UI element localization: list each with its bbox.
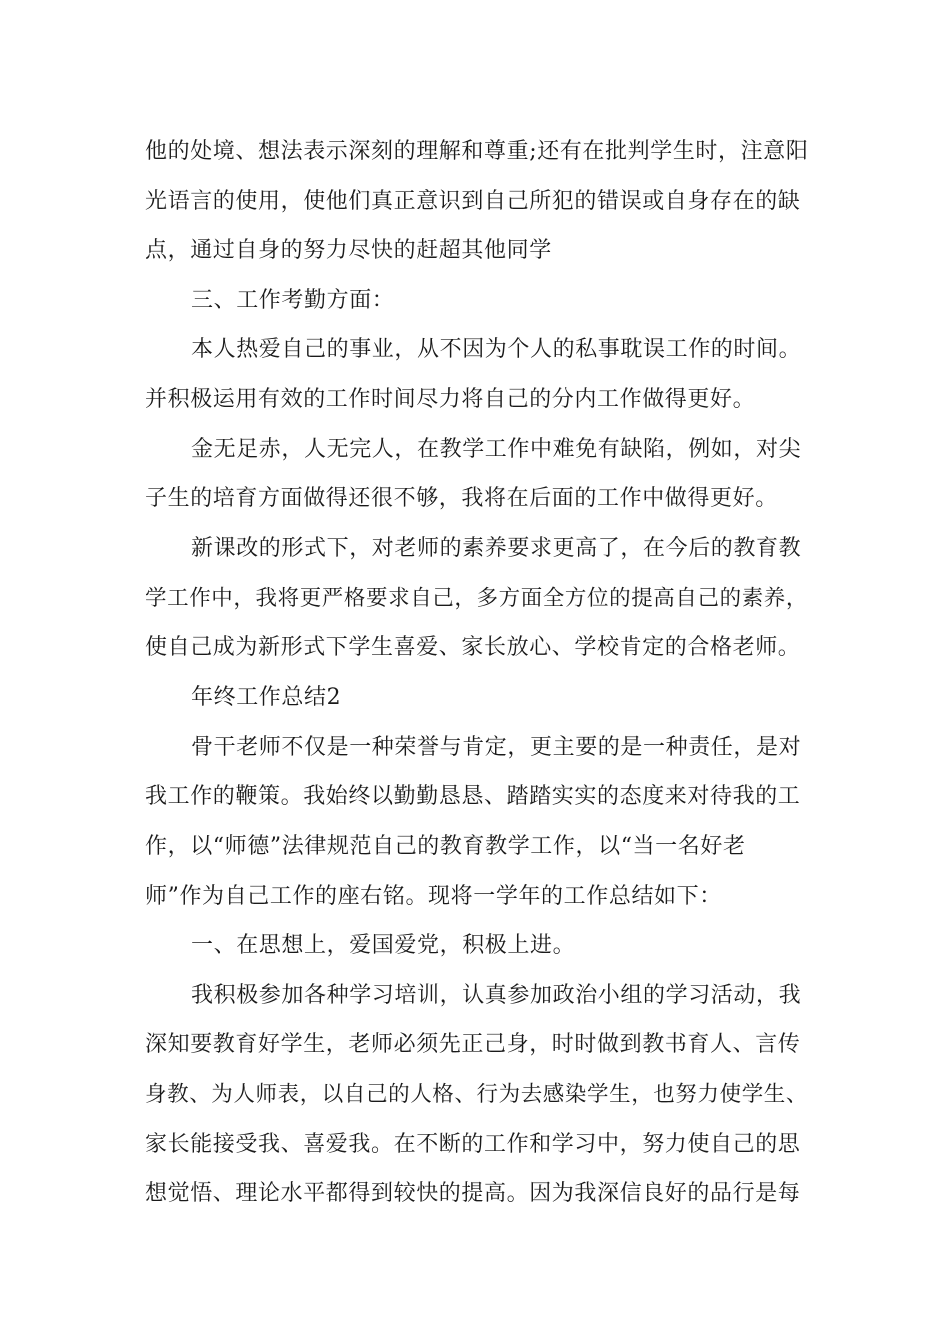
text-line: 我积极参加各种学习培训，认真参加政治小组的学习活动，我 [191, 983, 802, 1008]
text-line: 师”作为自己工作的座右铭。现将一学年的工作总结如下： [145, 884, 722, 909]
text-line: 想觉悟、理论水平都得到较快的提高。因为我深信良好的品行是每 [145, 1181, 801, 1206]
document-subtitle: 年终工作总结2 [191, 685, 342, 710]
text-line: 作，以“师德”法律规范自己的教育教学工作，以“当一名好老 [145, 834, 746, 859]
text-line: 子生的培育方面做得还很不够，我将在后面的工作中做得更好。 [145, 486, 778, 511]
text-line: 学工作中，我将更严格要求自己，多方面全方位的提高自己的素养， [145, 586, 809, 611]
text-line: 家长能接受我、喜爱我。在不断的工作和学习中，努力使自己的思 [145, 1132, 801, 1157]
text-line: 身教、为人师表，以自己的人格、行为去感染学生，也努力使学生、 [145, 1082, 809, 1107]
text-line: 并积极运用有效的工作时间尽力将自己的分内工作做得更好。 [145, 387, 756, 412]
section-heading: 三、工作考勤方面： [191, 288, 395, 313]
text-line: 本人热爱自己的事业，从不因为个人的私事耽误工作的时间。 [191, 337, 802, 362]
text-line: 新课改的形式下，对老师的素养要求更高了，在今后的教育教 [191, 536, 802, 561]
text-line: 点，通过自身的努力尽快的赶超其他同学 [145, 238, 552, 263]
section-heading: 一、在思想上，爱国爱党，积极上进。 [191, 933, 576, 958]
text-line: 光语言的使用，使他们真正意识到自己所犯的错误或自身存在的缺 [145, 189, 801, 214]
text-line: 我工作的鞭策。我始终以勤勤恳恳、踏踏实实的态度来对待我的工 [145, 784, 801, 809]
text-line: 深知要教育好学生，老师必须先正己身，时时做到教书育人、言传 [145, 1032, 801, 1057]
text-line: 金无足赤，人无完人，在教学工作中难免有缺陷，例如，对尖 [191, 437, 802, 462]
text-line: 骨干老师不仅是一种荣誉与肯定，更主要的是一种责任，是对 [191, 735, 802, 760]
text-line: 他的处境、想法表示深刻的理解和尊重;还有在批判学生时，注意阳 [145, 139, 809, 164]
text-line: 使自己成为新形式下学生喜爱、家长放心、学校肯定的合格老师。 [145, 635, 801, 660]
